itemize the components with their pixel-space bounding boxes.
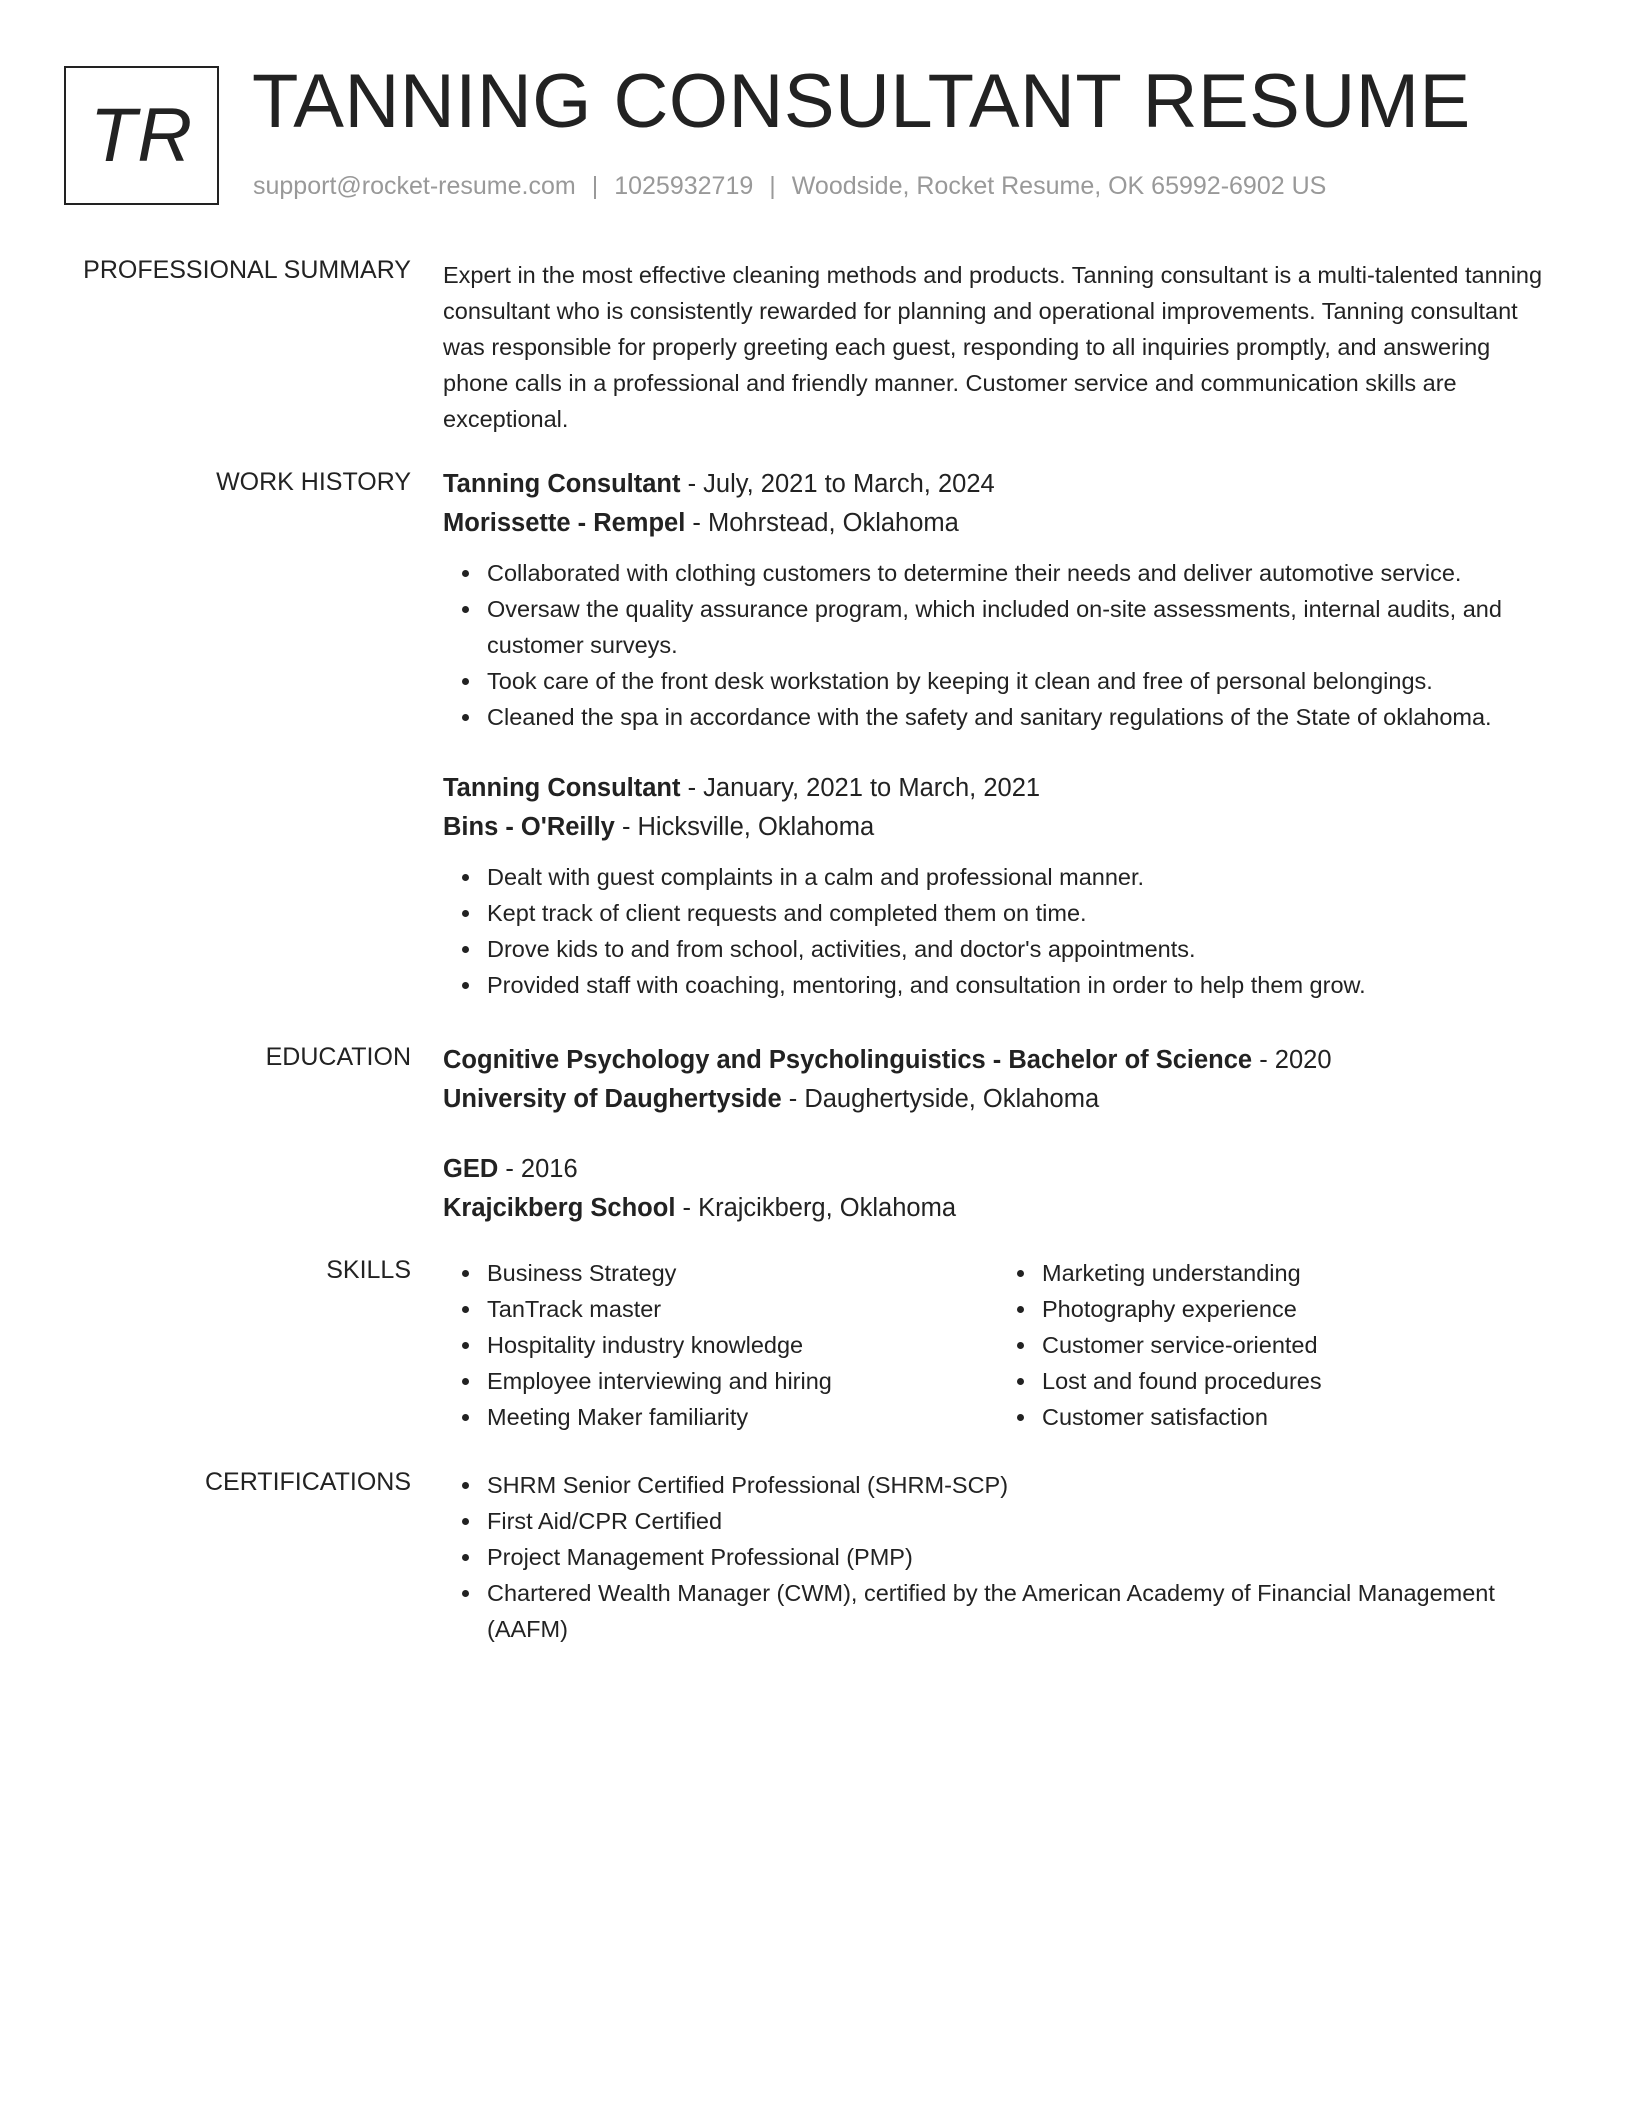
list-item: SHRM Senior Certified Professional (SHRM-SCP) xyxy=(487,1467,1553,1503)
list-item: Drove kids to and from school, activities, and doctor's appointments. xyxy=(487,931,1553,967)
list-item: TanTrack master xyxy=(487,1291,998,1327)
job-company-line xyxy=(443,504,1553,543)
job-entry xyxy=(443,465,1553,735)
degree-line xyxy=(443,1041,1553,1080)
list-item: Customer satisfaction xyxy=(1042,1399,1553,1435)
contact-phone[interactable]: 1025932719 xyxy=(614,172,754,200)
resume-title: TANNING CONSULTANT RESUME xyxy=(252,59,1471,144)
skills-columns xyxy=(443,1255,1553,1435)
section-label-skills: SKILLS xyxy=(326,1256,411,1284)
job-bullets xyxy=(443,555,1553,735)
list-item: Lost and found procedures xyxy=(1042,1363,1553,1399)
list-item: Kept track of client requests and completed them on time. xyxy=(487,895,1553,931)
skills-list-right xyxy=(998,1255,1553,1435)
job-location: - Mohrstead, Oklahoma xyxy=(685,509,959,537)
contact-separator: | xyxy=(591,172,599,200)
list-item: First Aid/CPR Certified xyxy=(487,1503,1553,1539)
contact-email[interactable]: support@rocket-resume.com xyxy=(253,172,576,200)
job-dates: - July, 2021 to March, 2024 xyxy=(680,470,995,498)
school-line xyxy=(443,1080,1553,1119)
list-item: Employee interviewing and hiring xyxy=(487,1363,998,1399)
list-item: Project Management Professional (PMP) xyxy=(487,1539,1553,1575)
job-company: Bins - O'Reilly xyxy=(443,813,615,841)
education-content xyxy=(443,1041,1553,1228)
list-item: Chartered Wealth Manager (CWM), certified by the American Academy of Financial Management (AAFM) xyxy=(487,1575,1553,1647)
contact-line xyxy=(253,172,1326,201)
list-item: Took care of the front desk workstation by keeping it clean and free of personal belongings. xyxy=(487,663,1553,699)
job-entry xyxy=(443,769,1553,1003)
contact-address: Woodside, Rocket Resume, OK 65992-6902 US xyxy=(791,172,1327,200)
degree: Cognitive Psychology and Psycholinguistics - Bachelor of Science xyxy=(443,1046,1253,1074)
summary-content xyxy=(443,257,1553,437)
list-item: Meeting Maker familiarity xyxy=(487,1399,998,1435)
job-company-line xyxy=(443,808,1553,847)
list-item: Marketing understanding xyxy=(1042,1255,1553,1291)
section-label-work-history: WORK HISTORY xyxy=(216,468,411,496)
job-dates: - January, 2021 to March, 2021 xyxy=(680,774,1041,802)
section-label-certifications: CERTIFICATIONS xyxy=(204,1468,411,1496)
degree-year: - 2016 xyxy=(498,1155,578,1183)
school: Krajcikberg School xyxy=(443,1194,676,1222)
list-item: Customer service-oriented xyxy=(1042,1327,1553,1363)
list-item: Photography experience xyxy=(1042,1291,1553,1327)
school-line xyxy=(443,1189,1553,1228)
list-item: Hospitality industry knowledge xyxy=(487,1327,998,1363)
skills-content xyxy=(443,1255,1553,1435)
list-item: Provided staff with coaching, mentoring, and consultation in order to help them grow. xyxy=(487,967,1553,1003)
skills-list-left xyxy=(443,1255,998,1435)
job-title-line xyxy=(443,769,1553,808)
list-item: Collaborated with clothing customers to determine their needs and deliver automotive service. xyxy=(487,555,1553,591)
certifications-content xyxy=(443,1467,1553,1647)
work-history-content xyxy=(443,465,1553,1003)
summary-text: Expert in the most effective cleaning methods and products. Tanning consultant is a multi-talented tanning consultant who is consistently rewarded for planning and operational improvements. Tanning consultant was responsible for properly greeting each guest, responding to all inquiries promptly, and answering phone calls in a professional and friendly manner. Customer service and communication skills are exceptional. xyxy=(443,262,1543,432)
school-location: - Daughertyside, Oklahoma xyxy=(781,1085,1100,1113)
job-title: Tanning Consultant xyxy=(443,774,681,802)
job-bullets xyxy=(443,859,1553,1003)
degree: GED xyxy=(443,1155,499,1183)
job-company: Morissette - Rempel xyxy=(443,509,686,537)
list-item: Dealt with guest complaints in a calm and professional manner. xyxy=(487,859,1553,895)
list-item: Oversaw the quality assurance program, which included on-site assessments, internal audits, and customer surveys. xyxy=(487,591,1553,663)
school-location: - Krajcikberg, Oklahoma xyxy=(675,1194,957,1222)
monogram-logo: TR xyxy=(64,66,219,205)
section-label-summary: PROFESSIONAL SUMMARY xyxy=(83,256,411,284)
job-location: - Hicksville, Oklahoma xyxy=(614,813,875,841)
education-entry xyxy=(443,1150,1553,1228)
list-item: Business Strategy xyxy=(487,1255,998,1291)
education-entry xyxy=(443,1041,1553,1119)
degree-line xyxy=(443,1150,1553,1189)
job-title: Tanning Consultant xyxy=(443,470,681,498)
school: University of Daughertyside xyxy=(443,1085,782,1113)
certifications-list xyxy=(443,1467,1553,1647)
contact-separator: | xyxy=(769,172,776,200)
section-label-education: EDUCATION xyxy=(265,1043,411,1071)
job-title-line xyxy=(443,465,1553,504)
degree-year: - 2020 xyxy=(1252,1046,1332,1074)
list-item: Cleaned the spa in accordance with the safety and sanitary regulations of the State of oklahoma. xyxy=(487,699,1553,735)
